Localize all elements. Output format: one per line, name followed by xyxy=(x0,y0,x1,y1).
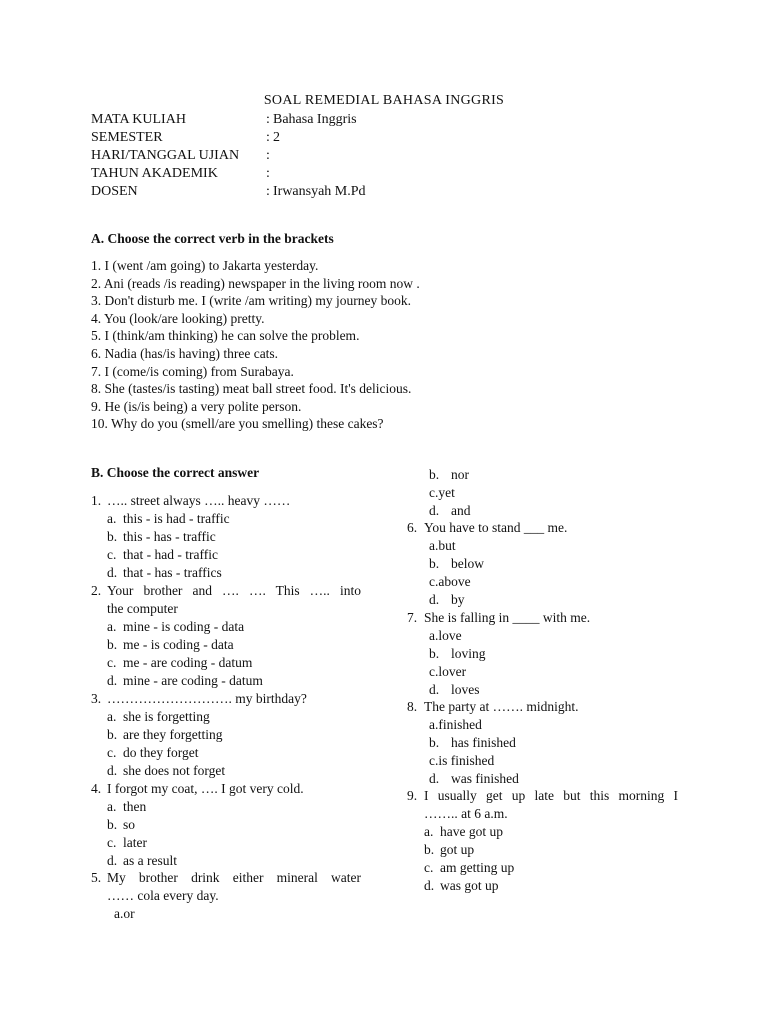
option-key: c. xyxy=(107,655,117,670)
option-text: above xyxy=(438,574,471,589)
option-text: love xyxy=(438,628,462,643)
option-text: or xyxy=(123,906,135,921)
answer-option xyxy=(107,798,146,815)
option-key: b. xyxy=(429,646,440,661)
option-text: are they forgetting xyxy=(123,727,223,742)
question-number: 3. xyxy=(91,691,102,706)
option-key: d. xyxy=(429,771,440,786)
option-key: a. xyxy=(424,824,434,839)
option-text: yet xyxy=(438,485,455,500)
header-value: 2 xyxy=(273,130,280,145)
header-row-semester xyxy=(91,130,491,148)
option-text: have got up xyxy=(440,824,503,839)
answer-option xyxy=(429,484,455,501)
option-text: later xyxy=(123,835,147,850)
header-separator: : xyxy=(266,148,270,163)
option-key: b. xyxy=(107,817,118,832)
option-text: got up xyxy=(440,842,475,857)
answer-option xyxy=(429,466,469,483)
option-text: me - is coding - data xyxy=(123,637,234,652)
question-number: 7. xyxy=(407,610,418,625)
question-text-continued: …… cola every day. xyxy=(107,888,219,903)
option-key: a. xyxy=(107,511,117,526)
header-value: Irwansyah M.Pd xyxy=(273,184,366,199)
header-separator: : xyxy=(266,184,270,199)
option-key: c. xyxy=(429,753,439,768)
option-key: d. xyxy=(424,878,435,893)
answer-option xyxy=(429,627,462,644)
answer-option xyxy=(107,852,177,869)
option-key: d. xyxy=(107,673,118,688)
option-text: do they forget xyxy=(123,745,199,760)
option-text: that - had - traffic xyxy=(123,547,218,562)
answer-option xyxy=(107,510,230,527)
option-key: c. xyxy=(107,835,117,850)
option-text: so xyxy=(123,817,136,832)
option-key: d. xyxy=(429,503,440,518)
option-key: c. xyxy=(429,485,439,500)
answer-option xyxy=(429,734,516,751)
option-text: has finished xyxy=(451,735,516,750)
question-text: ….. street always ….. heavy …… xyxy=(107,493,291,508)
question-number: 4. xyxy=(91,781,102,796)
option-key: c. xyxy=(429,664,439,679)
option-text: mine - is coding - data xyxy=(123,619,245,634)
answer-option xyxy=(429,591,465,608)
answer-option xyxy=(107,708,210,725)
section-a-item: 3. Don't disturb me. I (write /am writing) my journey book. xyxy=(91,293,412,309)
option-key: b. xyxy=(429,467,440,482)
answer-option xyxy=(107,546,218,563)
answer-option xyxy=(424,877,499,894)
section-a-item: 2. Ani (reads /is reading) newspaper in the living room now . xyxy=(91,275,420,291)
option-key: a. xyxy=(429,538,439,553)
option-text: is finished xyxy=(438,753,495,768)
option-text: was got up xyxy=(440,878,499,893)
question-text: I forgot my coat, …. I got very cold. xyxy=(107,781,304,796)
header-separator: : xyxy=(266,112,270,127)
section-a-item: 9. He (is/is being) a very polite person. xyxy=(91,398,302,414)
answer-option xyxy=(429,663,466,680)
option-text: loving xyxy=(451,646,486,661)
question-text-continued: …….. at 6 a.m. xyxy=(424,806,508,821)
section-a-list xyxy=(91,257,691,433)
answer-option xyxy=(107,636,234,653)
option-key: a. xyxy=(429,717,439,732)
section-a-item: 10. Why do you (smell/are you smelling) these cakes? xyxy=(91,416,384,432)
option-key: d. xyxy=(107,853,118,868)
option-text: me - are coding - datum xyxy=(123,655,253,670)
header-label: HARI/TANGGAL UJIAN xyxy=(91,148,240,163)
header-row-dosen xyxy=(91,184,491,202)
header-label: TAHUN AKADEMIK xyxy=(91,166,218,181)
option-key: a. xyxy=(107,799,117,814)
option-text: by xyxy=(451,592,465,607)
option-text: was finished xyxy=(451,771,519,786)
option-key: c. xyxy=(107,745,117,760)
question-text: My brother drink either mineral water xyxy=(107,870,361,885)
option-text: then xyxy=(123,799,147,814)
option-key: c. xyxy=(429,574,439,589)
option-text: that - has - traffics xyxy=(123,565,222,580)
option-key: d. xyxy=(107,763,118,778)
option-key: a. xyxy=(429,628,439,643)
option-text: this - is had - traffic xyxy=(123,511,230,526)
option-text: below xyxy=(451,556,484,571)
section-a-item: 7. I (come/is coming) from Surabaya. xyxy=(91,363,294,379)
header-row-mata-kuliah xyxy=(91,112,491,130)
answer-option xyxy=(424,841,474,858)
question-number: 2. xyxy=(91,583,102,598)
answer-option xyxy=(107,762,225,779)
section-b-heading: B. Choose the correct answer xyxy=(91,465,260,480)
option-text: loves xyxy=(451,682,480,697)
option-text: nor xyxy=(451,467,469,482)
answer-option xyxy=(424,859,514,876)
answer-option xyxy=(107,528,216,545)
question-text: I usually get up late but this morning I xyxy=(424,788,678,803)
header-label: DOSEN xyxy=(91,184,138,199)
option-text: this - has - traffic xyxy=(123,529,216,544)
option-text: mine - are coding - datum xyxy=(123,673,263,688)
answer-option xyxy=(429,752,494,769)
answer-option xyxy=(114,905,135,922)
answer-option xyxy=(107,816,135,833)
question-text: Your brother and …. …. This ….. into xyxy=(107,583,361,598)
option-text: lover xyxy=(438,664,467,679)
option-text: finished xyxy=(438,717,482,732)
section-a-item: 4. You (look/are looking) pretty. xyxy=(91,310,265,326)
section-a-item: 8. She (tastes/is tasting) meat ball street food. It's delicious. xyxy=(91,381,412,397)
answer-option xyxy=(107,564,222,581)
answer-option xyxy=(107,744,198,761)
answer-option xyxy=(424,823,503,840)
question-number: 1. xyxy=(91,493,102,508)
answer-option xyxy=(429,555,484,572)
option-key: b. xyxy=(107,727,118,742)
option-key: d. xyxy=(429,592,440,607)
option-key: d. xyxy=(429,682,440,697)
option-key: b. xyxy=(429,556,440,571)
option-text: am getting up xyxy=(440,860,515,875)
question-text: ………………………. my birthday? xyxy=(107,691,307,706)
option-key: b. xyxy=(107,529,118,544)
option-text: she does not forget xyxy=(123,763,226,778)
option-key: d. xyxy=(107,565,118,580)
answer-option xyxy=(429,573,471,590)
answer-option xyxy=(107,618,244,635)
option-text: and xyxy=(451,503,471,518)
header-value: Bahasa Inggris xyxy=(273,112,357,127)
option-key: a. xyxy=(107,709,117,724)
header-separator: : xyxy=(266,130,270,145)
header-label: SEMESTER xyxy=(91,130,163,145)
question-number: 8. xyxy=(407,699,418,714)
answer-option xyxy=(429,681,480,698)
question-text: She is falling in ____ with me. xyxy=(424,610,591,625)
answer-option xyxy=(429,716,482,733)
option-key: c. xyxy=(107,547,117,562)
answer-option xyxy=(107,726,222,743)
question-text: The party at ……. midnight. xyxy=(424,699,579,714)
section-a-item: 5. I (think/am thinking) he can solve the problem. xyxy=(91,328,360,344)
answer-option xyxy=(429,645,486,662)
option-key: a. xyxy=(114,906,124,921)
header-row-tahun-akademik xyxy=(91,166,491,184)
section-a-heading: A. Choose the correct verb in the brackets xyxy=(91,231,334,246)
option-text: but xyxy=(438,538,456,553)
question-number: 6. xyxy=(407,520,418,535)
answer-option xyxy=(429,537,456,554)
answer-option xyxy=(429,770,519,787)
answer-option xyxy=(107,834,147,851)
option-text: she is forgetting xyxy=(123,709,210,724)
option-key: c. xyxy=(424,860,434,875)
option-key: a. xyxy=(107,619,117,634)
answer-option xyxy=(429,502,471,519)
question-number: 9. xyxy=(407,788,418,803)
header-label: MATA KULIAH xyxy=(91,112,186,127)
option-key: b. xyxy=(429,735,440,750)
header-separator: : xyxy=(266,166,270,181)
section-a-item: 6. Nadia (has/is having) three cats. xyxy=(91,345,279,361)
option-text: as a result xyxy=(123,853,177,868)
option-key: b. xyxy=(107,637,118,652)
section-a-item: 1. I (went /am going) to Jakarta yesterday. xyxy=(91,258,319,273)
question-number: 5. xyxy=(91,870,102,885)
option-key: b. xyxy=(424,842,435,857)
header-row-hari-tanggal xyxy=(91,148,491,166)
answer-option xyxy=(107,654,252,671)
page-title: SOAL REMEDIAL BAHASA INGGRIS xyxy=(263,93,505,108)
answer-option xyxy=(107,672,263,689)
question-text-continued: the computer xyxy=(107,601,178,616)
question-text: You have to stand ___ me. xyxy=(424,520,568,535)
